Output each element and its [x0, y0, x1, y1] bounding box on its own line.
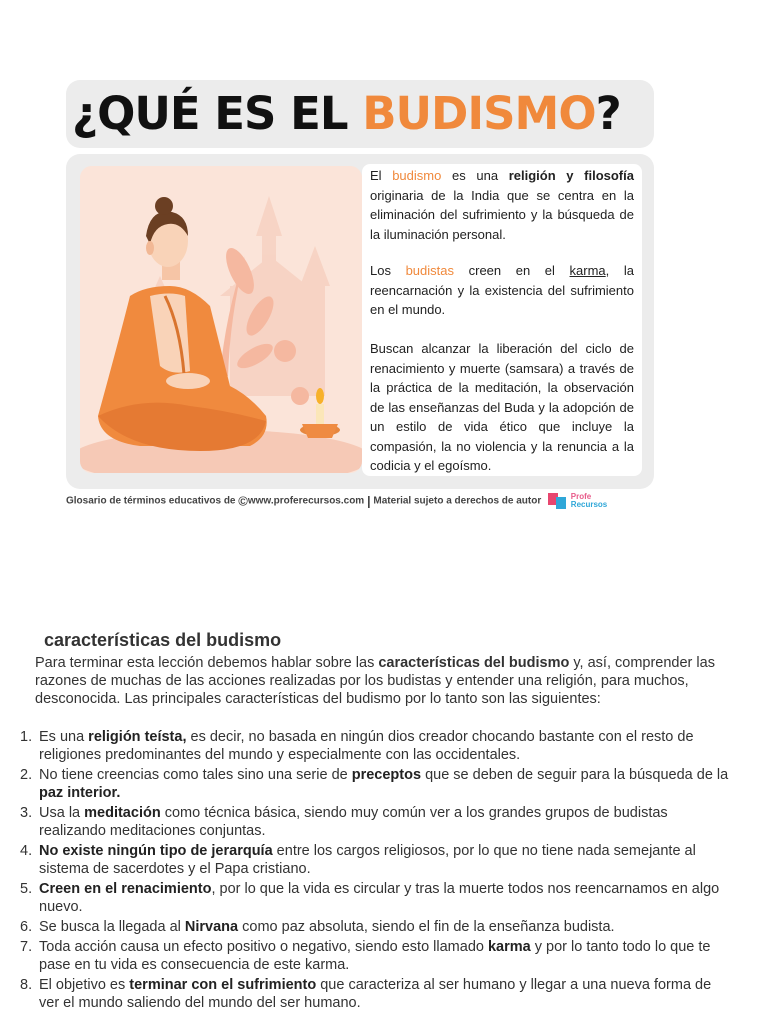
characteristics-list: [0, 728, 768, 1014]
list-item: 4. No existe ningún tipo de jerarquía entre los cargos religiosos, por lo que no tiene nada semejante al sistema de sacerdotes y el Papa cristiano.: [20, 843, 696, 877]
meditating-buddha-image: [80, 166, 362, 473]
definition-paragraph-2: Los budistas creen en el karma, la reencarnación y la existencia del sufrimiento en el mundo.: [370, 263, 635, 317]
list-item: 6. Se busca la llegada al Nirvana como paz absoluta, siendo el fin de la enseñanza budista.: [20, 919, 615, 935]
list-item: 5. Creen en el renacimiento, por lo que la vida es circular y tras la muerte todos nos reencarnamos en algo nuevo.: [20, 881, 720, 915]
infographic: [66, 80, 654, 516]
infographic-footer: Glosario de términos educativos de ©www.proferecursos.com | Material sujeto a derechos de autor Profe Recursos: [66, 492, 608, 510]
infographic-title: ¿QUÉ ES EL BUDISMO?: [72, 87, 621, 140]
logo-text: Profe Recursos: [570, 492, 608, 510]
list-item: 1. Es una religión teísta, es decir, no basada en ningún dios creador chocando bastante con el resto de religiones predominantes del mundo y especialmente con las occidentales.: [20, 729, 694, 763]
list-item: 8. El objetivo es terminar con el sufrimiento que caracteriza al ser humano y llegar a una nueva forma de ver el mundo saliendo del mundo del ser humano.: [20, 977, 712, 1011]
intro-paragraph: Para terminar esta lección debemos hablar sobre las características del budismo y, así, comprender las razones de muchas de las acciones realizadas por los budistas y entender una religión, para muchos, desconocida. Las principales características del budismo por lo tanto son las siguientes:: [35, 655, 715, 707]
list-item: 3. Usa la meditación como técnica básica, siendo muy común ver a los grandes grupos de budistas realizando meditaciones conjuntas.: [20, 805, 668, 839]
title-accent: BUDISMO: [362, 87, 596, 140]
list-item: 2. No tiene creencias como tales sino una serie de preceptos que se deben de seguir para la búsqueda de la paz interior.: [20, 767, 729, 801]
title-banner: [66, 80, 654, 148]
definition-paragraph-1: El budismo es una religión y filosofía originaria de la India que se centra en la eliminación del sufrimiento y la búsqueda de la iluminación personal.: [370, 168, 634, 242]
buddha-illustration: [80, 166, 362, 473]
proferecursos-logo-icon: [548, 493, 568, 509]
definition-text: [362, 164, 642, 476]
definition-card: [66, 154, 654, 489]
list-item: 7. Toda acción causa un efecto positivo o negativo, siendo esto llamado karma y por lo tanto todo lo que te pase en tu vida es consecuencia de este karma.: [20, 939, 711, 973]
copyright-icon: ©: [238, 493, 248, 509]
site-url: www.proferecursos.com: [247, 495, 365, 507]
section-heading: características del budismo: [44, 630, 282, 650]
definition-paragraph-3: Buscan alcanzar la liberación del ciclo de renacimiento y muerte (samsara) a través de la práctica de la meditación, la observación de las enseñanzas del Buda y la adopción de un estilo de vida ético que incluye la compasión, la no violencia y la renuncia a la codicia y el egoísmo.: [370, 341, 634, 473]
